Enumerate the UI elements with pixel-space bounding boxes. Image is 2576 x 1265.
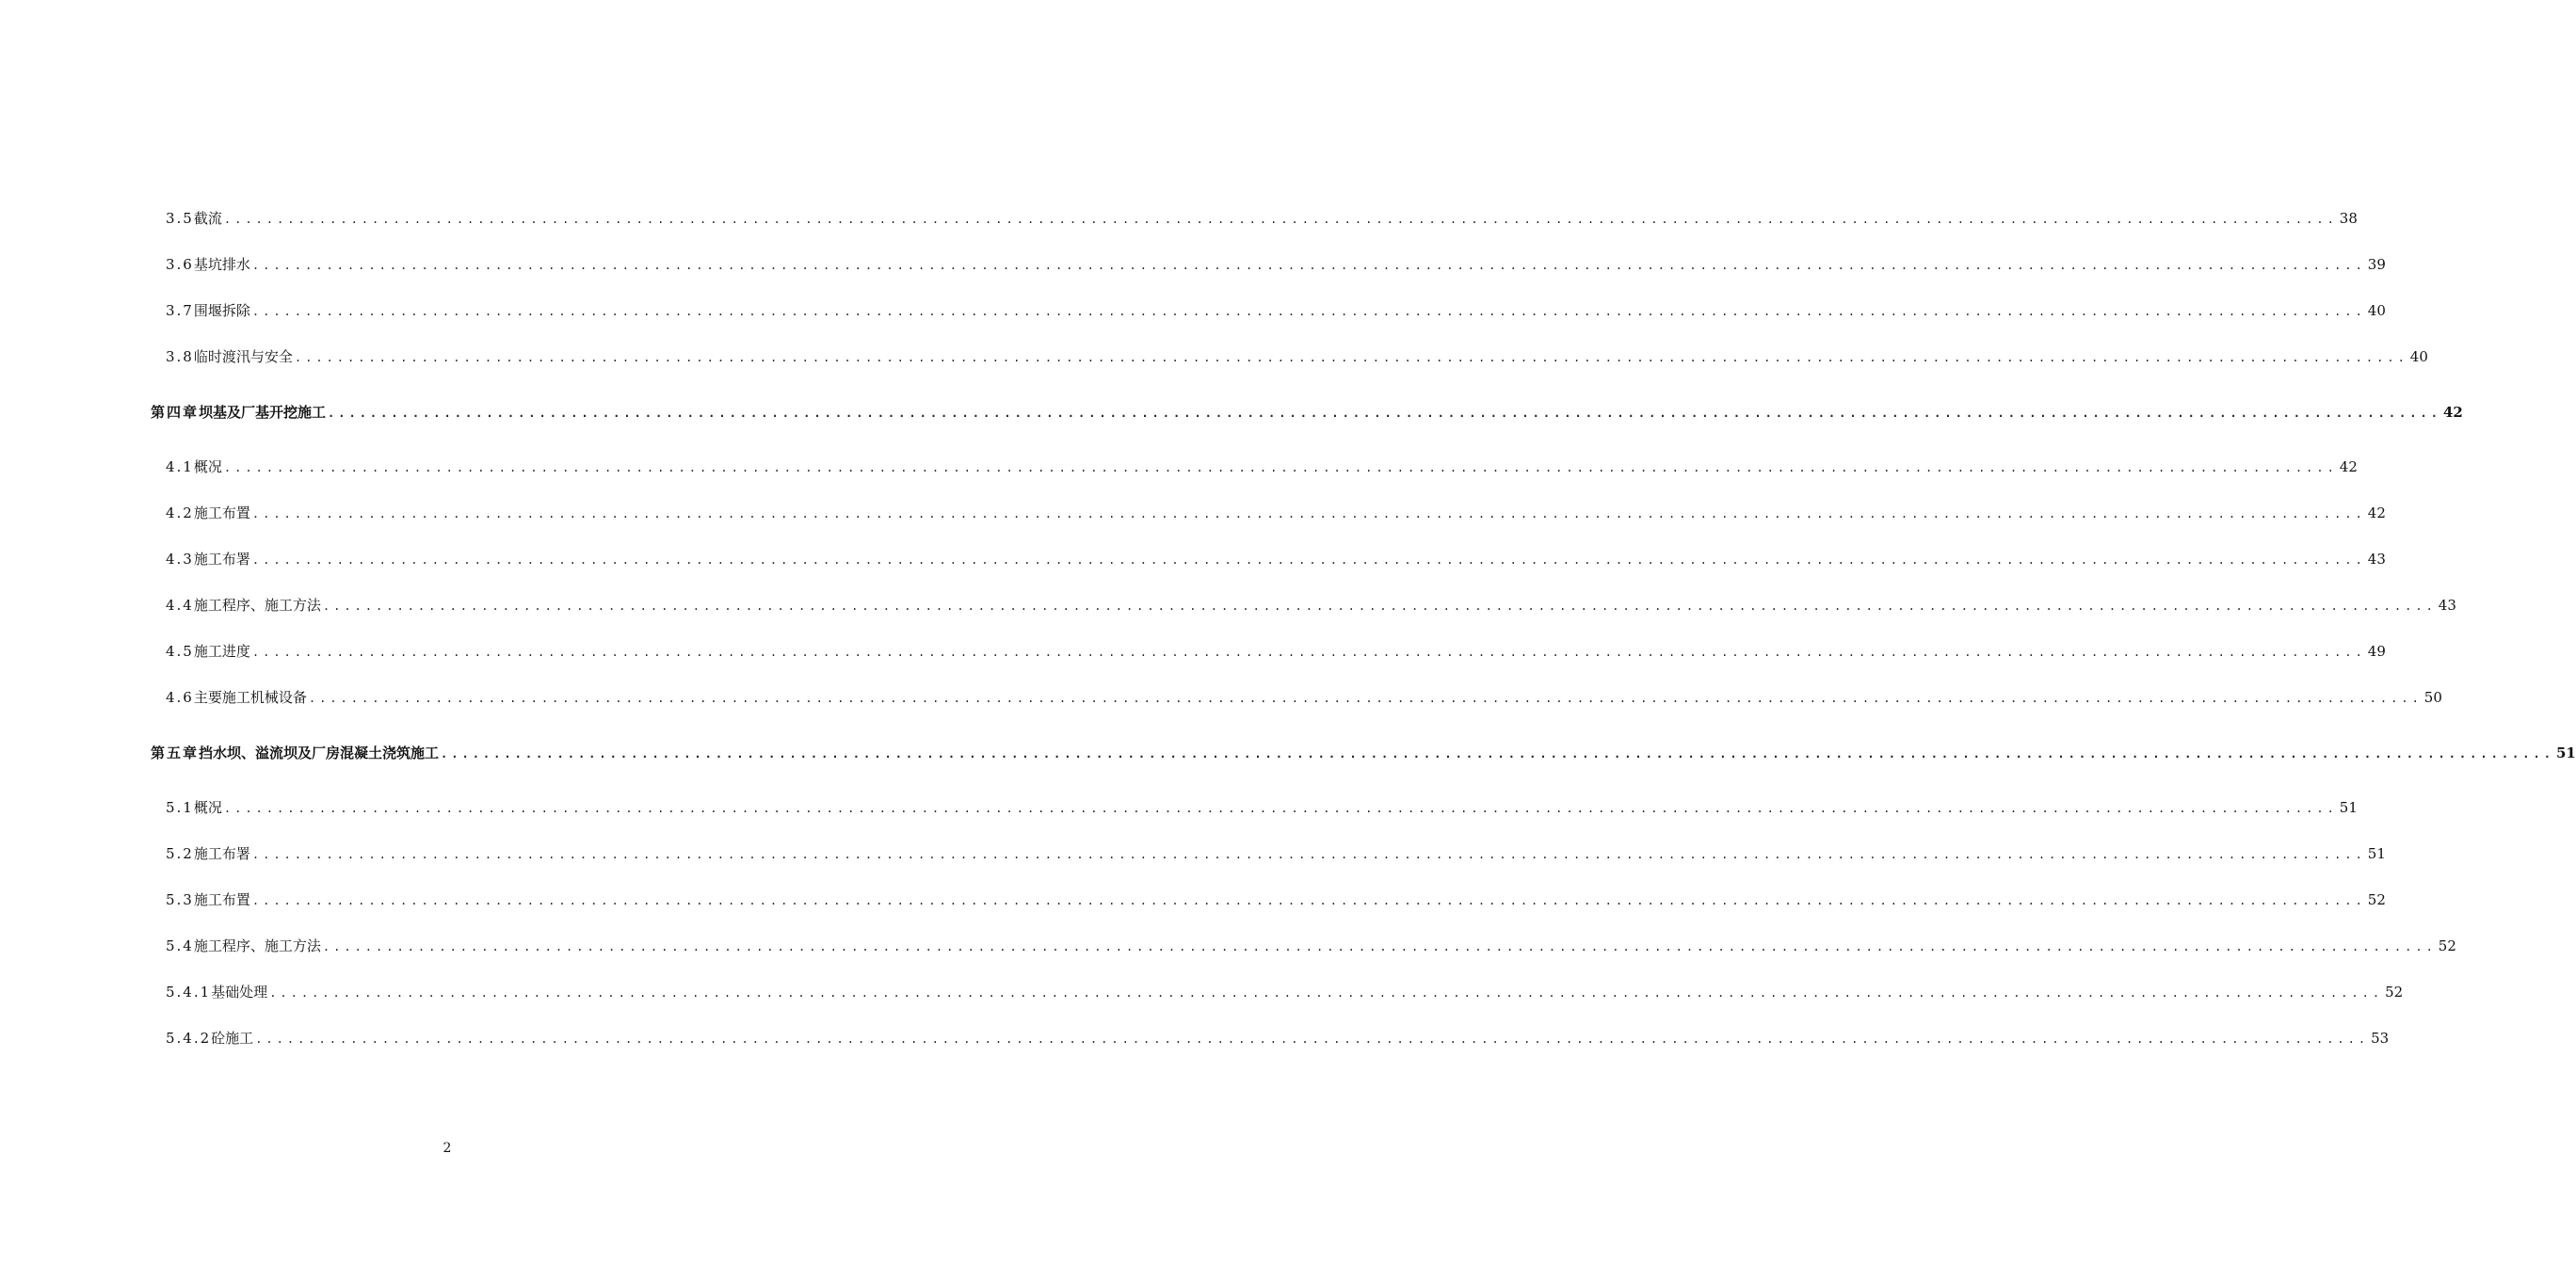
toc-leader: ........................................................................................................................................................................................................: [255, 1033, 2370, 1046]
toc-page: 52: [2438, 937, 2456, 954]
toc-title: 坝基及厂基开挖施工: [199, 404, 327, 421]
toc-entry[interactable]: [151, 204, 2358, 232]
toc-title: 概况: [193, 458, 222, 475]
toc-leader: ........................................................................................................................................................................................................: [223, 213, 2338, 226]
toc-page: 52: [2367, 891, 2386, 908]
toc-number: 第四章: [151, 404, 200, 421]
toc-page: 51: [2367, 845, 2386, 862]
toc-title: 概况: [193, 799, 222, 816]
toc-entry[interactable]: [151, 840, 2386, 868]
toc-page: 53: [2371, 1030, 2390, 1047]
toc-number: 第五章: [151, 745, 200, 761]
toc-number: 3.7: [166, 302, 194, 319]
toc-leader: ........................................................................................................................................................................................................: [251, 305, 2366, 318]
toc-leader: ........................................................................................................................................................................................................: [269, 986, 2384, 1000]
toc-entry[interactable]: [151, 932, 2456, 960]
toc-entry[interactable]: [151, 886, 2386, 914]
toc-leader: ........................................................................................................................................................................................................: [308, 692, 2423, 705]
toc-number: 5.4.2: [166, 1030, 212, 1047]
toc-entry[interactable]: [151, 545, 2386, 573]
toc-leader: ........................................................................................................................................................................................................: [251, 507, 2366, 520]
toc-number: 5.2: [166, 845, 194, 862]
toc-entry[interactable]: [151, 499, 2386, 527]
toc-leader: ........................................................................................................................................................................................................: [251, 259, 2366, 272]
toc-title: 挡水坝、溢流坝及厂房混凝土浇筑施工: [199, 745, 440, 761]
toc-number: 4.5: [166, 643, 194, 660]
toc-entry[interactable]: [151, 683, 2442, 712]
toc-page: 49: [2367, 643, 2386, 660]
toc-leader: ........................................................................................................................................................................................................: [441, 747, 2554, 761]
toc-page: 51: [2339, 799, 2358, 816]
toc-leader: ........................................................................................................................................................................................................: [322, 940, 2437, 953]
toc-leader: ........................................................................................................................................................................................................: [251, 646, 2366, 659]
toc-number: 4.2: [166, 504, 194, 521]
toc-leader: ........................................................................................................................................................................................................: [251, 553, 2366, 567]
toc-title: 砼施工: [211, 1030, 254, 1047]
toc-entry[interactable]: [151, 453, 2358, 481]
toc-title: 施工布署: [193, 845, 250, 862]
toc-title: 施工程序、施工方法: [193, 937, 321, 954]
toc-leader: ........................................................................................................................................................................................................: [322, 600, 2437, 613]
toc-entry[interactable]: [151, 296, 2386, 325]
toc-entry[interactable]: [151, 793, 2358, 822]
toc-title: 施工进度: [193, 643, 250, 660]
toc-leader: ........................................................................................................................................................................................................: [251, 848, 2366, 861]
toc-page: 42: [2442, 404, 2463, 421]
toc-title: 主要施工机械设备: [193, 689, 307, 706]
toc-title: 施工布署: [193, 551, 250, 568]
toc-page: 40: [2367, 302, 2386, 319]
toc-entry[interactable]: [151, 978, 2404, 1006]
toc-title: 围堰拆除: [193, 302, 250, 319]
toc-leader: ........................................................................................................................................................................................................: [223, 461, 2338, 474]
toc-number: 4.4: [166, 597, 194, 614]
toc-number: 5.1: [166, 799, 194, 816]
toc-number: 3.5: [166, 210, 194, 227]
toc-page: 39: [2367, 256, 2386, 273]
toc-number: 3.8: [166, 348, 194, 365]
toc-page: 51: [2555, 745, 2576, 761]
toc-number: 5.4: [166, 937, 194, 954]
toc-page: 42: [2367, 504, 2386, 521]
toc-page: 38: [2339, 210, 2358, 227]
toc-page: 52: [2385, 984, 2404, 1001]
toc-leader: ........................................................................................................................................................................................................: [251, 894, 2366, 907]
toc-number: 4.6: [166, 689, 194, 706]
toc-number: 4.3: [166, 551, 194, 568]
toc-page: 50: [2423, 689, 2442, 706]
toc-entry[interactable]: [151, 398, 2463, 426]
toc-entry[interactable]: [151, 343, 2428, 371]
toc-title: 施工布置: [193, 504, 250, 521]
toc-page: 43: [2438, 597, 2456, 614]
toc-entry[interactable]: [151, 637, 2386, 665]
toc-entry[interactable]: [151, 591, 2456, 619]
toc-leader: ........................................................................................................................................................................................................: [328, 407, 2441, 420]
toc-title: 基础处理: [211, 984, 268, 1001]
toc-page: 42: [2339, 458, 2358, 475]
toc-title: 截流: [193, 210, 222, 227]
toc-number: 5.4.1: [166, 984, 212, 1001]
toc-number: 3.6: [166, 256, 194, 273]
toc-leader: ........................................................................................................................................................................................................: [223, 802, 2338, 815]
toc-entry[interactable]: [151, 250, 2386, 279]
toc-title: 临时渡汛与安全: [193, 348, 293, 365]
toc-title: 施工程序、施工方法: [193, 597, 321, 614]
page-number: 2: [443, 1141, 452, 1156]
toc-page: 43: [2367, 551, 2386, 568]
toc-entry[interactable]: [151, 739, 2576, 767]
toc-title: 基坑排水: [193, 256, 250, 273]
toc-number: 5.3: [166, 891, 194, 908]
toc-entry[interactable]: [151, 1024, 2390, 1052]
toc-leader: ........................................................................................................................................................................................................: [294, 351, 2408, 364]
toc-number: 4.1: [166, 458, 194, 475]
toc-title: 施工布置: [193, 891, 250, 908]
toc-page: 40: [2409, 348, 2428, 365]
